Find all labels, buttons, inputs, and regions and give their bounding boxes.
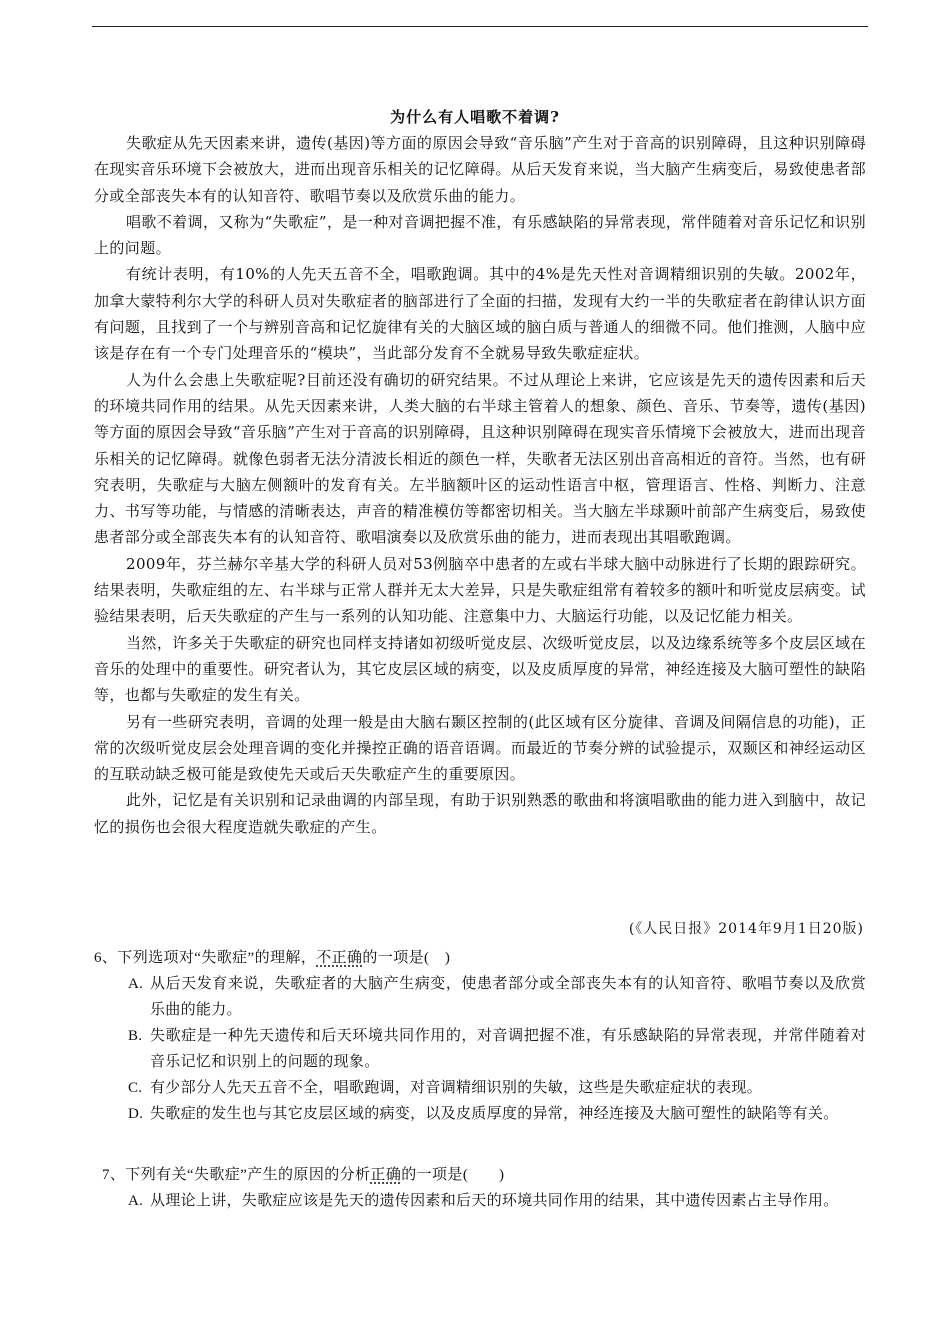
stem-text: 的一项是( ) <box>401 1167 505 1183</box>
article-source: (《人民日报》2014年9月1日20版) <box>628 921 864 937</box>
option-a[interactable] <box>128 971 866 1023</box>
option-letter: D. <box>128 1106 144 1122</box>
article-paragraph: 有统计表明，有10%的人先天五音不全，唱歌跑调。其中的4%是先天性对音调精细识别的失敏。2002年，加拿大蒙特利尔大学的科研人员对失歌症者的脑部进行了全面的扫描，发现有大约一半的失歌症者在韵律认识方面有问题，且找到了一个与辨别音高和记忆旋律有关的大脑区域的脑白质与普通人的细微不同。他们推测，人脑中应该是存在有一个专门处理音乐的“模块”，当此部分发育不全就易导致失歌症症状。 <box>94 265 866 363</box>
stem-emphasis: 不正确 <box>316 950 363 966</box>
option-a[interactable] <box>128 1188 866 1214</box>
stem-emphasis: 正确 <box>370 1167 402 1183</box>
question-stem <box>94 945 866 971</box>
option-d[interactable] <box>128 1101 866 1127</box>
option-text: 失歌症是一种先天遗传和后天环境共同作用的，对音调把握不准，有乐感缺陷的异常表现，并常伴随着对音乐记忆和识别上的问题的现象。 <box>150 1028 866 1070</box>
option-letter: C. <box>128 1080 143 1096</box>
article-paragraph: 2009年，芬兰赫尔辛基大学的科研人员对53例脑卒中患者的左或右半球大脑中动脉进行了长期的跟踪研究。结果表明，失歌症组的左、右半球与正常人群并无太大差异，只是失歌症组常有着较多的额叶和听觉皮层病变。试验结果表明，后天失歌症的产生与一系列的认知功能、注意集中力、大脑运行功能，以及记忆能力相关。 <box>94 554 866 626</box>
article-paragraph: 当然，许多关于失歌症的研究也同样支持诸如初级听觉皮层、次级听觉皮层，以及边缘系统等多个皮层区域在音乐的处理中的重要性。研究者认为，其它皮层区域的病变，以及皮质厚度的异常，神经连接及大脑可塑性的缺陷等，也都与失歌症的发生有关。 <box>94 633 866 705</box>
option-letter: A. <box>128 1193 144 1209</box>
option-b[interactable] <box>128 1023 866 1075</box>
header-rule <box>92 26 868 27</box>
stem-text: 6、下列选项对“失歌症”的理解， <box>94 950 317 966</box>
option-text: 失歌症的发生也与其它皮层区域的病变，以及皮质厚度的异常，神经连接及大脑可塑性的缺陷等有关。 <box>150 1106 839 1122</box>
question-stem <box>94 1162 866 1188</box>
stem-text: 的一项是( ) <box>362 950 451 966</box>
option-c[interactable] <box>128 1075 866 1101</box>
stem-text: 7、下列有关“失歌症”产生的原因的分析 <box>102 1167 371 1183</box>
article-title: 为什么有人唱歌不着调? <box>390 108 560 126</box>
option-text: 有少部分人先天五音不全，唱歌跑调，对音调精细识别的失敏，这些是失歌症症状的表现。 <box>150 1080 763 1096</box>
article-paragraph: 失歌症从先天因素来讲，遗传(基因)等方面的原因会导致“音乐脑”产生对于音高的识别障碍，且这种识别障碍在现实音乐环境下会被放大，进而出现音乐相关的记忆障碍。从后天发育来说，当大脑产生病变后，易致使患者部分或全部丧失本有的认知音符、歌唱节奏以及欣赏乐曲的能力。 <box>94 134 866 205</box>
article-paragraph: 唱歌不着调，又称为“失歌症”，是一种对音调把握不准，有乐感缺陷的异常表现，常伴随着对音乐记忆和识别上的问题。 <box>94 212 866 258</box>
option-text: 从理论上讲，失歌症应该是先天的遗传因素和后天的环境共同作用的结果，其中遗传因素占主导作用。 <box>150 1193 839 1209</box>
article-body <box>94 130 866 840</box>
article-paragraph: 此外，记忆是有关识别和记录曲调的内部呈现，有助于识别熟悉的歌曲和将演唱歌曲的能力进入到脑中，故记忆的损伤也会很大程度造就失歌症的产生。 <box>94 791 866 836</box>
question-6 <box>94 945 866 1127</box>
option-letter: A. <box>128 976 144 992</box>
option-letter: B. <box>128 1028 143 1044</box>
article-paragraph: 人为什么会患上失歌症呢?目前还没有确切的研究结果。不过从理论上来讲，它应该是先天的遗传因素和后天的环境共同作用的结果。从先天因素来讲，人类大脑的右半球主管着人的想象、颜色、音乐、节奏等，遗传(基因)等方面的原因会导致“音乐脑”产生对于音高的识别障碍，且这种识别障碍在现实音乐情境下会被放大，进而出现音乐相关的记忆障碍。就像色弱者无法分清波长相近的颜色一样，失歌者无法区别出音高相近的音符。当然，也有研究表明，失歌症与大脑左侧额叶的发育有关。左半脑额叶区的运动性语言中枢，管理语言、性格、判断力、注意力、书写等功能，与情感的清晰表达，声音的精准模仿等都密切相关。当大脑左半球颞叶前部产生病变后，易致使患者部分或全部丧失本有的认知音符、歌唱演奏以及欣赏乐曲的能力，进而表现出其唱歌跑调。 <box>94 370 866 547</box>
question-7 <box>94 1162 866 1214</box>
option-text: 从后天发育来说，失歌症者的大脑产生病变，使患者部分或全部丧失本有的认知音符、歌唱节奏以及欣赏乐曲的能力。 <box>150 976 866 1018</box>
article-paragraph: 另有一些研究表明，音调的处理一般是由大脑右颞区控制的(此区域有区分旋律、音调及间隔信息的功能)，正常的次级听觉皮层会处理音调的变化并操控正确的语音语调。而最近的节奏分辨的试验提示，双颞区和神经运动区的互联动缺乏极可能是致使先天或后天失歌症产生的重要原因。 <box>94 712 866 784</box>
